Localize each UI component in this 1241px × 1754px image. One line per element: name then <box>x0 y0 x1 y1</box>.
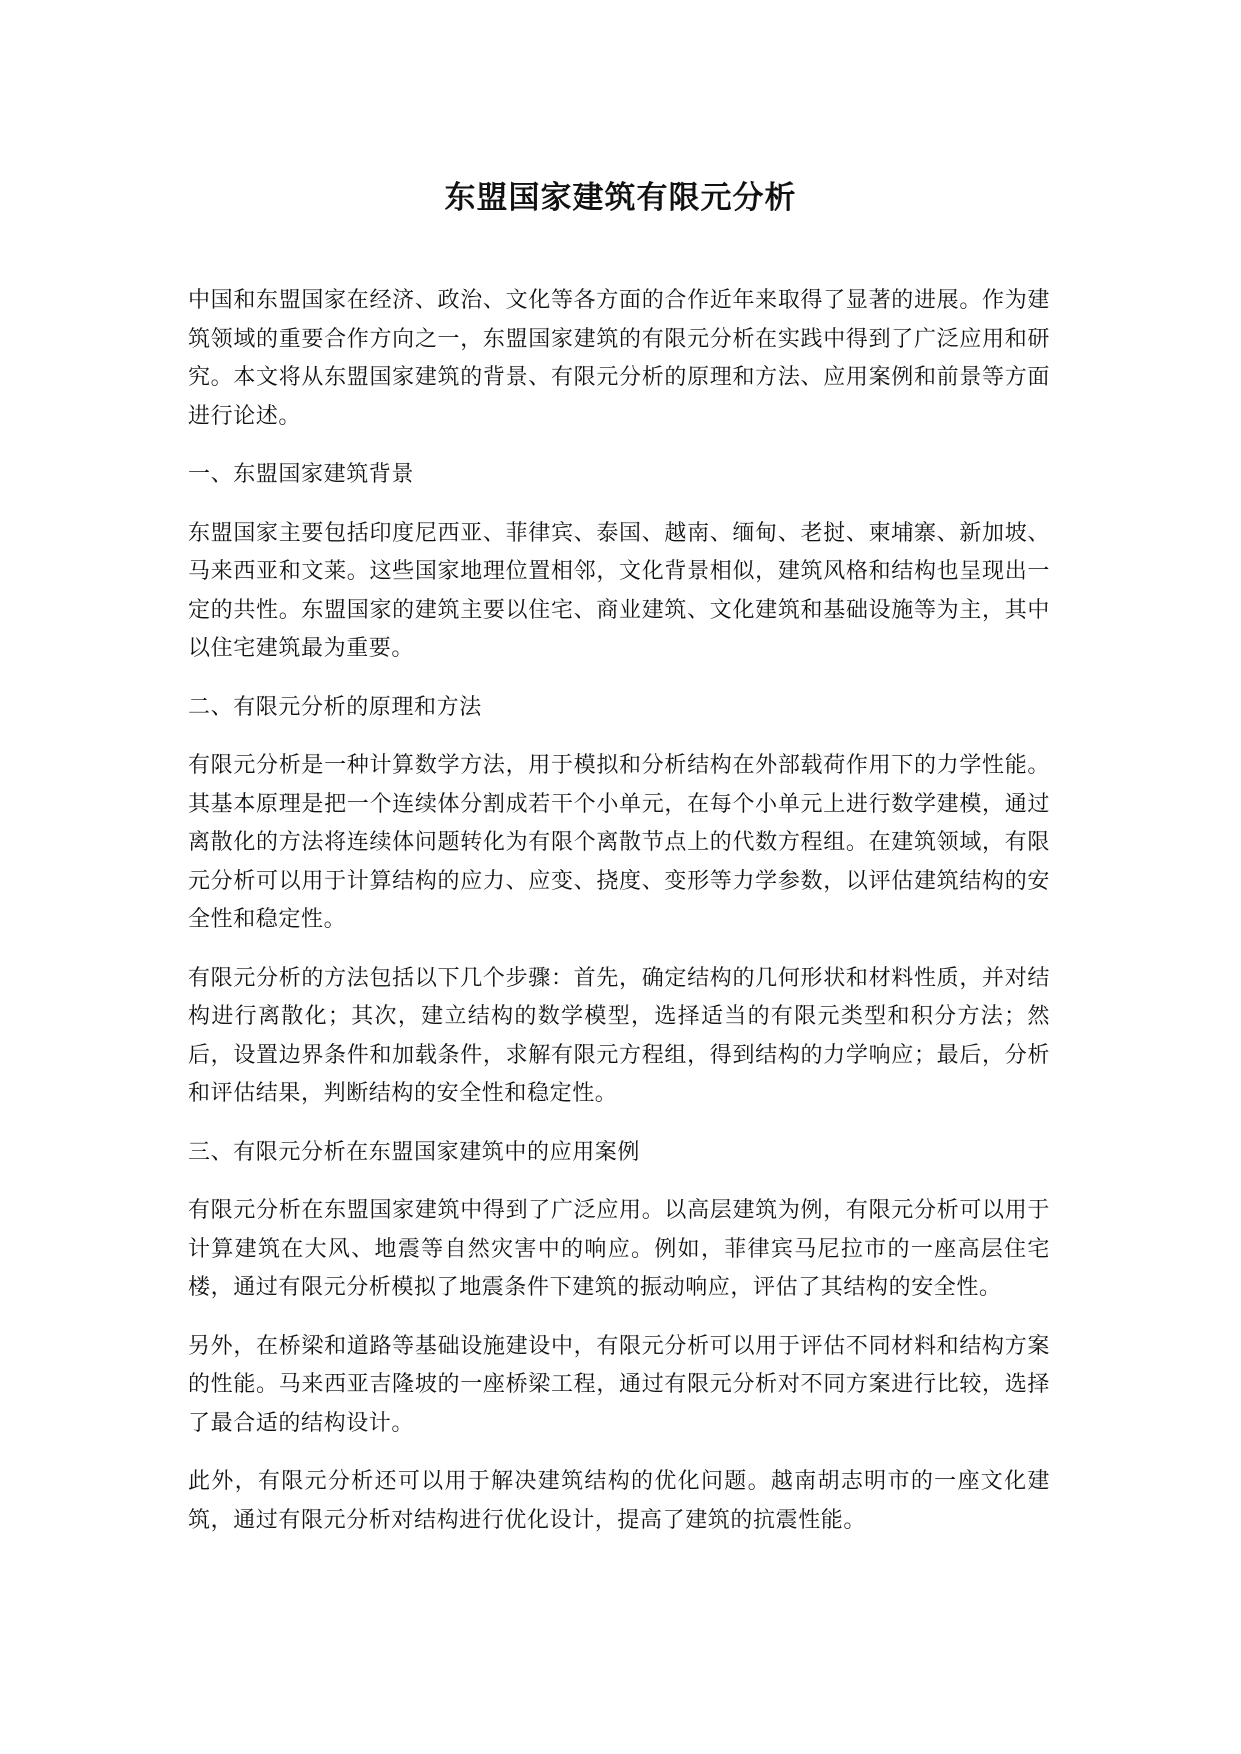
section-heading-cases: 三、有限元分析在东盟国家建筑中的应用案例 <box>188 1139 641 1165</box>
methods-paragraph: 有限元分析的方法包括以下几个步骤：首先，确定结构的几何形状和材料性质，并对结构进行离散化；其次，建立结构的数学模型，选择适当的有限元类型和积分方法；然后，设置边界条件和加载条件，求解有限元方程组，得到结构的力学响应；最后，分析和评估结果，判断结构的安全性和稳定性。 <box>188 965 1050 1106</box>
section-heading-principles: 二、有限元分析的原理和方法 <box>188 694 482 720</box>
intro-paragraph: 中国和东盟国家在经济、政治、文化等各方面的合作近年来取得了显著的进展。作为建筑领域的重要合作方向之一，东盟国家建筑的有限元分析在实践中得到了广泛应用和研究。本文将从东盟国家建筑的背景、有限元分析的原理和方法、应用案例和前景等方面进行论述。 <box>188 288 1050 429</box>
case-highrise-paragraph: 有限元分析在东盟国家建筑中得到了广泛应用。以高层建筑为例，有限元分析可以用于计算建筑在大风、地震等自然灾害中的响应。例如，菲律宾马尼拉市的一座高层住宅楼，通过有限元分析模拟了地震条件下建筑的振动响应，评估了其结构的安全性。 <box>188 1198 1050 1300</box>
document-body <box>188 282 1050 1560</box>
case-optimization-paragraph: 此外，有限元分析还可以用于解决建筑结构的优化问题。越南胡志明市的一座文化建筑，通过有限元分析对结构进行优化设计，提高了建筑的抗震性能。 <box>188 1469 1050 1533</box>
document-title: 东盟国家建筑有限元分析 <box>444 180 797 216</box>
section-heading-background: 一、东盟国家建筑背景 <box>188 462 415 487</box>
case-bridge-paragraph: 另外，在桥梁和道路等基础设施建设中，有限元分析可以用于评估不同材料和结构方案的性能。马来西亚吉隆坡的一座桥梁工程，通过有限元分析对不同方案进行比较，选择了最合适的结构设计。 <box>188 1333 1050 1436</box>
background-paragraph: 东盟国家主要包括印度尼西亚、菲律宾、泰国、越南、缅甸、老挝、柬埔寨、新加坡、马来西亚和文莱。这些国家地理位置相邻，文化背景相似，建筑风格和结构也呈现出一定的共性。东盟国家的建筑主要以住宅、商业建筑、文化建筑和基础设施等为主，其中以住宅建筑最为重要。 <box>188 520 1050 661</box>
principles-paragraph: 有限元分析是一种计算数学方法，用于模拟和分析结构在外部载荷作用下的力学性能。其基本原理是把一个连续体分割成若干个小单元，在每个小单元上进行数学建模，通过离散化的方法将连续体问题转化为有限个离散节点上的代数方程组。在建筑领域，有限元分析可以用于计算结构的应力、应变、挠度、变形等力学参数，以评估建筑结构的安全性和稳定性。 <box>188 753 1050 932</box>
